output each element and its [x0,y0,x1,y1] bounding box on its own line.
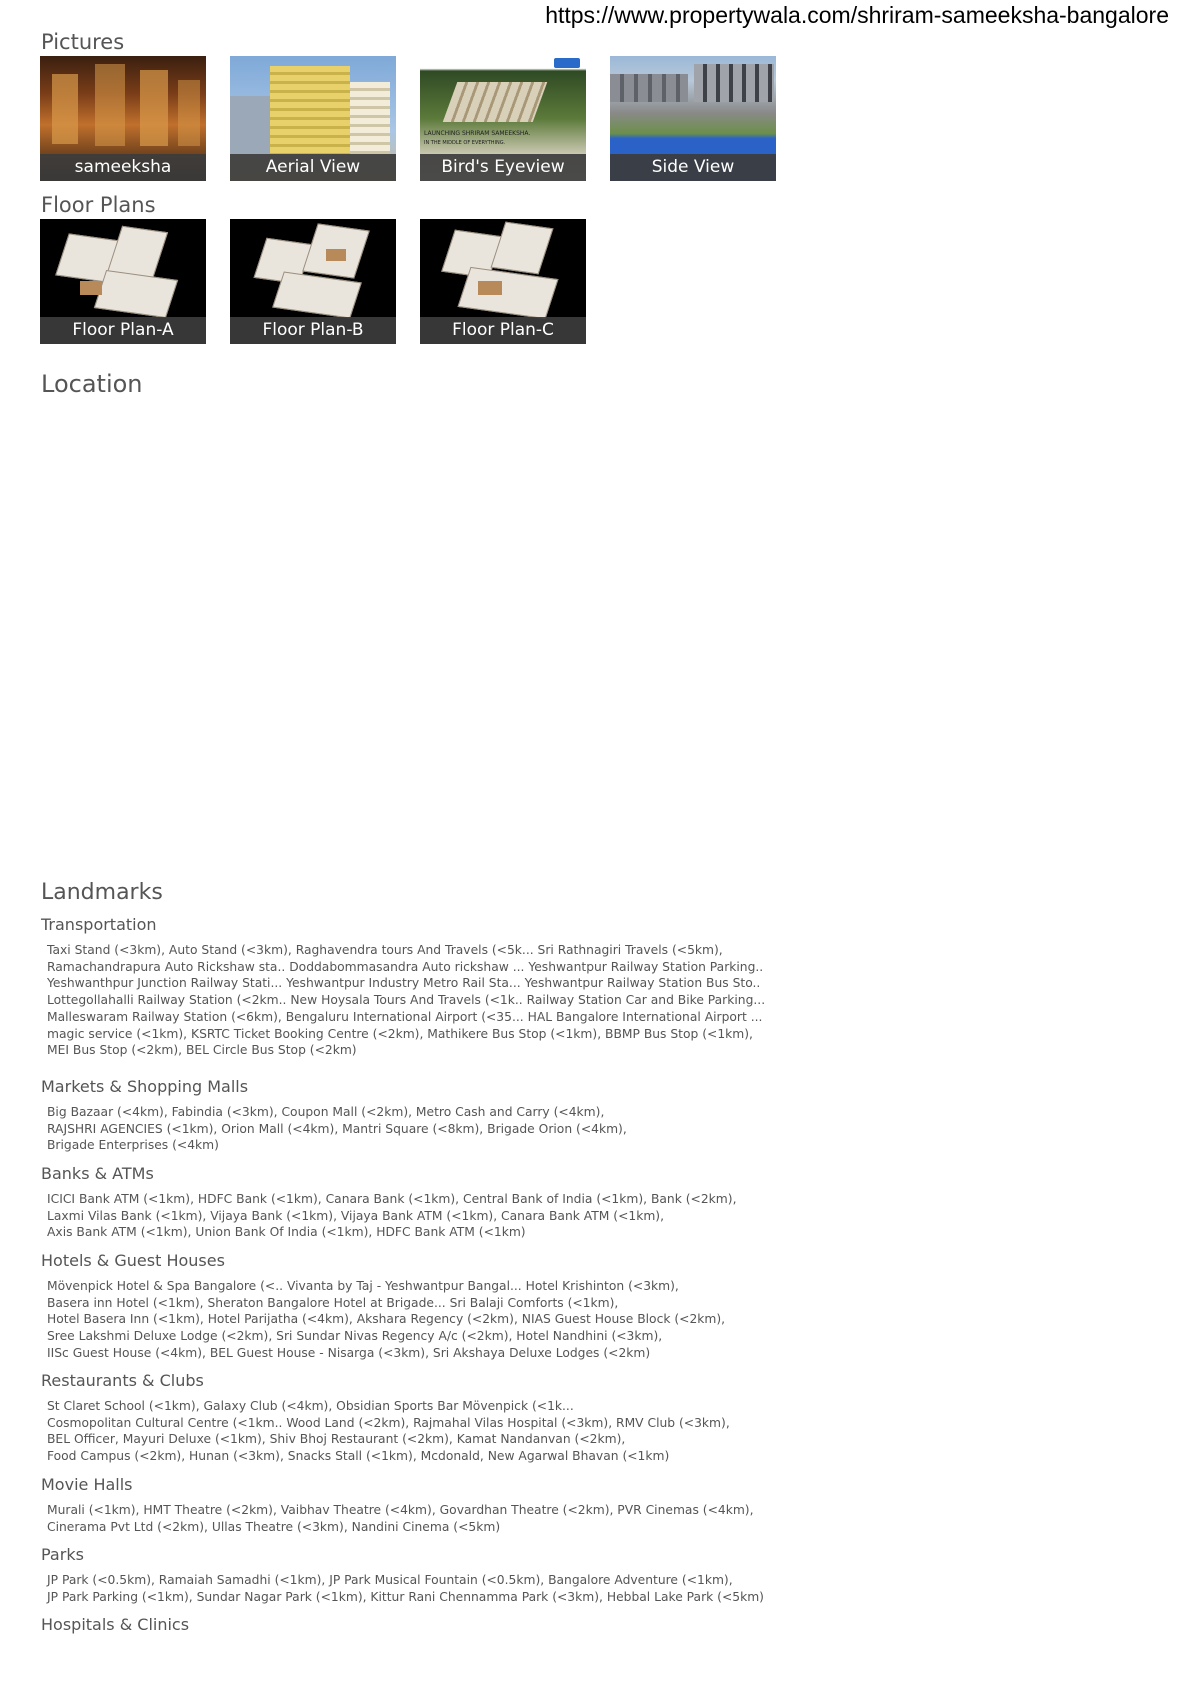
pictures-heading: Pictures [41,30,125,54]
category-list-restaurants: St Claret School (<1km), Galaxy Club (<4km), Obsidian Sports Bar Mövenpick (<1k... Cosmopolitan Cultural Centre (<1km.. Wood Land (<2km), Rajmahal Vilas Hospital (<3km), RMV Club (<3km), BEL Officer, Mayuri Deluxe (<1km), Shiv Bhoj Restaurant (<2km), Kamat Nandanvan (<2km), Food Campus (<2km), Hunan (<3km), Snacks Stall (<1km), Mcdonald, New Agarwal Bhavan (<1km) [47,1399,730,1464]
category-list-parks: JP Park (<0.5km), Ramaiah Samadhi (<1km), JP Park Musical Fountain (<0.5km), Bangalore Adventure (<1km), JP Park Parking (<1km), Sundar Nagar Park (<1km), Kittur Rani Chennamma Park (<3km), Hebbal Lake Park (<5km) [47,1573,764,1604]
ad-sub-text: IN THE MIDDLE OF EVERYTHING. [424,140,506,146]
category-title-parks: Parks [41,1545,84,1564]
category-list-movie-halls: Murali (<1km), HMT Theatre (<2km), Vaibhav Theatre (<4km), Govardhan Theatre (<2km), PVR Cinemas (<4km), Cinerama Pvt Ltd (<2km), Ullas Theatre (<3km), Nandini Cinema (<5km) [47,1503,754,1534]
floor-plan-caption: Floor Plan-C [420,317,586,344]
location-map-area [41,400,781,870]
picture-caption: Aerial View [230,154,396,181]
category-title-movie-halls: Movie Halls [41,1475,133,1494]
category-title-hotels: Hotels & Guest Houses [41,1251,225,1270]
floor-plan-thumb-c[interactable] [420,219,586,344]
picture-thumb-sameeksha[interactable] [40,56,206,181]
category-title-banks: Banks & ATMs [41,1164,154,1183]
floor-plans-heading: Floor Plans [41,193,156,217]
page-url: https://www.propertywala.com/shriram-sameeksha-bangalore [545,2,1169,28]
category-list-banks: ICICI Bank ATM (<1km), HDFC Bank (<1km), Canara Bank (<1km), Central Bank of India (<1km), Bank (<2km), Laxmi Vilas Bank (<1km), Vijaya Bank (<1km), Vijaya Bank ATM (<1km), Canara Bank ATM (<1km), Axis Bank ATM (<1km), Union Bank Of India (<1km), HDFC Bank ATM (<1km) [47,1192,737,1240]
floor-plan-caption: Floor Plan-B [230,317,396,344]
category-list-markets: Big Bazaar (<4km), Fabindia (<3km), Coupon Mall (<2km), Metro Cash and Carry (<4km), RAJSHRI AGENCIES (<1km), Orion Mall (<4km), Mantri Square (<8km), Brigade Orion (<4km), Brigade Enterprises (<4km) [47,1105,627,1153]
floor-plan-thumb-b[interactable] [230,219,396,344]
category-title-hospitals: Hospitals & Clinics [41,1615,190,1634]
picture-caption: Bird's Eyeview [420,154,586,181]
floor-plans-gallery [40,219,586,344]
category-title-transportation: Transportation [41,915,157,934]
picture-thumb-aerial-view[interactable] [230,56,396,181]
category-list-hotels: Mövenpick Hotel & Spa Bangalore (<.. Vivanta by Taj - Yeshwantpur Bangal... Hotel Krishinton (<3km), Basera inn Hotel (<1km), Sheraton Bangalore Hotel at Brigade... Sri Balaji Comforts (<1km), Hotel Basera Inn (<1km), Hotel Parijatha (<4km), Akshara Regency (<2km), NIAS Guest House Block (<2km), Sree Lakshmi Deluxe Lodge (<2km), Sri Sundar Nivas Regency A/c (<2km), Hotel Nandhini (<3km), IISc Guest House (<4km), BEL Guest House - Nisarga (<3km), Sri Akshaya Deluxe Lodges (<2km) [47,1279,726,1360]
picture-caption: Side View [610,154,776,181]
category-title-markets: Markets & Shopping Malls [41,1077,249,1096]
picture-caption: sameeksha [40,154,206,181]
picture-thumb-birds-eyeview[interactable] [420,56,586,181]
category-title-restaurants: Restaurants & Clubs [41,1371,204,1390]
category-list-transportation: Taxi Stand (<3km), Auto Stand (<3km), Raghavendra tours And Travels (<5k... Sri Rathnagiri Travels (<5km), Ramachandrapura Auto Rickshaw sta.. Doddabommasandra Auto rickshaw ... Yeshwantpur Railway Station Parking.. Yeshwanthpur Junction Railway Stati... Yeshwantpur Industry Metro Rail Sta... Yeshwantpur Railway Station Bus Sto.. Lottegollahalli Railway Station (<2km.. New Hoysala Tours And Travels (<1k.. Railway Station Car and Bike Parking... Malleswaram Railway Station (<6km), Bengaluru International Airport (<35... HAL Bangalore International Airport ... magic service (<1km), KSRTC Ticket Booking Centre (<2km), Mathikere Bus Stop (<1km), BBMP Bus Stop (<1km), MEI Bus Stop (<2km), BEL Circle Bus Stop (<2km) [47,943,766,1058]
picture-thumb-side-view[interactable] [610,56,776,181]
floor-plan-thumb-a[interactable] [40,219,206,344]
landmarks-heading: Landmarks [41,880,163,905]
floor-plan-caption: Floor Plan-A [40,317,206,344]
pictures-gallery [40,56,776,181]
ad-banner-text: LAUNCHING SHRIRAM SAMEEKSHA. [424,130,531,137]
location-heading: Location [41,370,143,398]
